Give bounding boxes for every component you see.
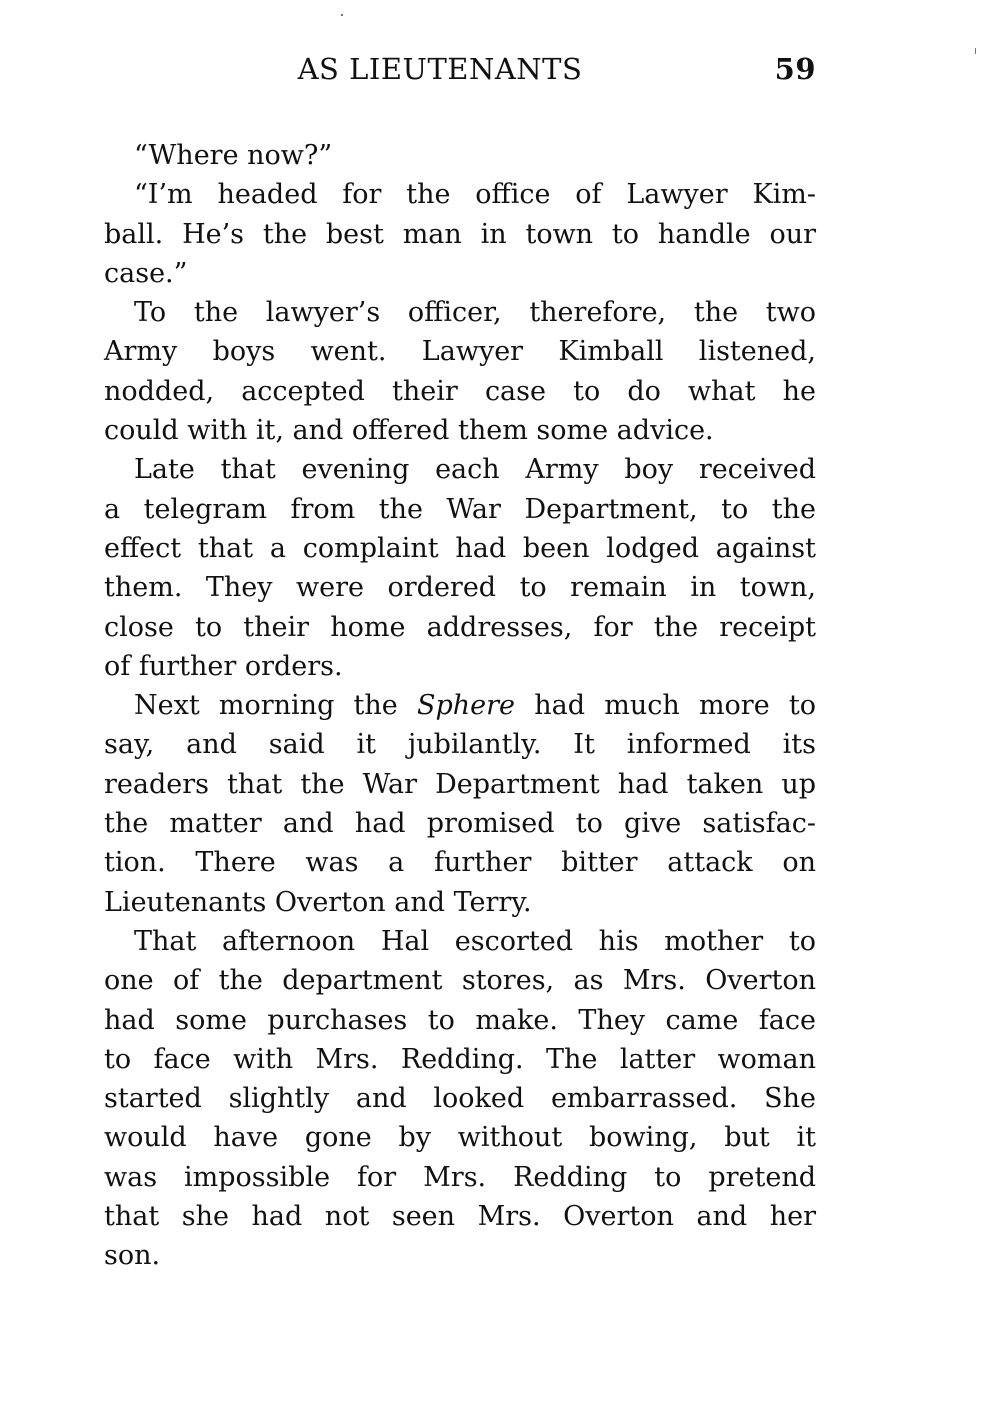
paragraph	[104, 686, 816, 922]
running-head	[104, 52, 816, 92]
text-line: case.”	[104, 257, 188, 289]
text-line: son.	[104, 1240, 161, 1272]
text-line: “Where now?”	[134, 140, 333, 171]
text-line: nodded, accepted their case to do what he	[104, 375, 816, 407]
text-line: To the lawyer’s officer, therefore, the two	[134, 297, 816, 329]
text-line: to face with Mrs. Redding. The latter woman	[104, 1043, 816, 1075]
text-line: started slightly and looked embarrassed. She	[104, 1083, 816, 1115]
text-line: of further orders.	[104, 650, 343, 682]
text-line: a telegram from the War Department, to the	[104, 493, 816, 525]
paragraph	[104, 450, 816, 686]
text-line: them. They were ordered to remain in town,	[104, 572, 816, 604]
scan-speck	[975, 48, 976, 54]
body-text	[104, 136, 816, 1276]
text-line: could with it, and offered them some advice.	[104, 415, 714, 447]
paragraph	[104, 175, 816, 293]
paragraph	[104, 136, 816, 175]
text-line: one of the department stores, as Mrs. Overton	[104, 965, 816, 997]
text-fragment: had much more to	[515, 690, 817, 722]
chapter-title: AS LIEUTENANTS	[297, 52, 583, 86]
paragraph	[104, 922, 816, 1276]
text-line: say, and said it jubilantly. It informed its	[104, 729, 816, 761]
text-fragment: Next morning the	[134, 690, 417, 722]
text-line: “I’m headed for the office of Lawyer Kim-	[134, 179, 816, 211]
scan-speck	[341, 14, 343, 16]
paragraph	[104, 293, 816, 450]
text-line: Lieutenants Overton and Terry.	[104, 886, 532, 918]
text-line: That afternoon Hal escorted his mother to	[134, 925, 816, 957]
text-line: ball. He’s the best man in town to handle our	[104, 218, 816, 250]
text-line: Army boys went. Lawyer Kimball listened,	[104, 336, 816, 368]
text-line: readers that the War Department had taken up	[104, 768, 816, 800]
text-line: had some purchases to make. They came face	[104, 1004, 816, 1036]
text-line: close to their home addresses, for the receipt	[104, 611, 816, 643]
page-number: 59	[774, 52, 816, 86]
text-line: that she had not seen Mrs. Overton and her	[104, 1201, 816, 1233]
text-line: would have gone by without bowing, but it	[104, 1122, 816, 1154]
text-line: tion. There was a further bitter attack on	[104, 847, 816, 879]
text-line	[104, 686, 816, 725]
text-line: effect that a complaint had been lodged against	[104, 532, 816, 564]
text-line: was impossible for Mrs. Redding to pretend	[104, 1161, 816, 1193]
newspaper-title: Sphere	[417, 690, 516, 722]
text-line: Late that evening each Army boy received	[134, 454, 816, 486]
text-line: the matter and had promised to give satisfac-	[104, 808, 816, 840]
